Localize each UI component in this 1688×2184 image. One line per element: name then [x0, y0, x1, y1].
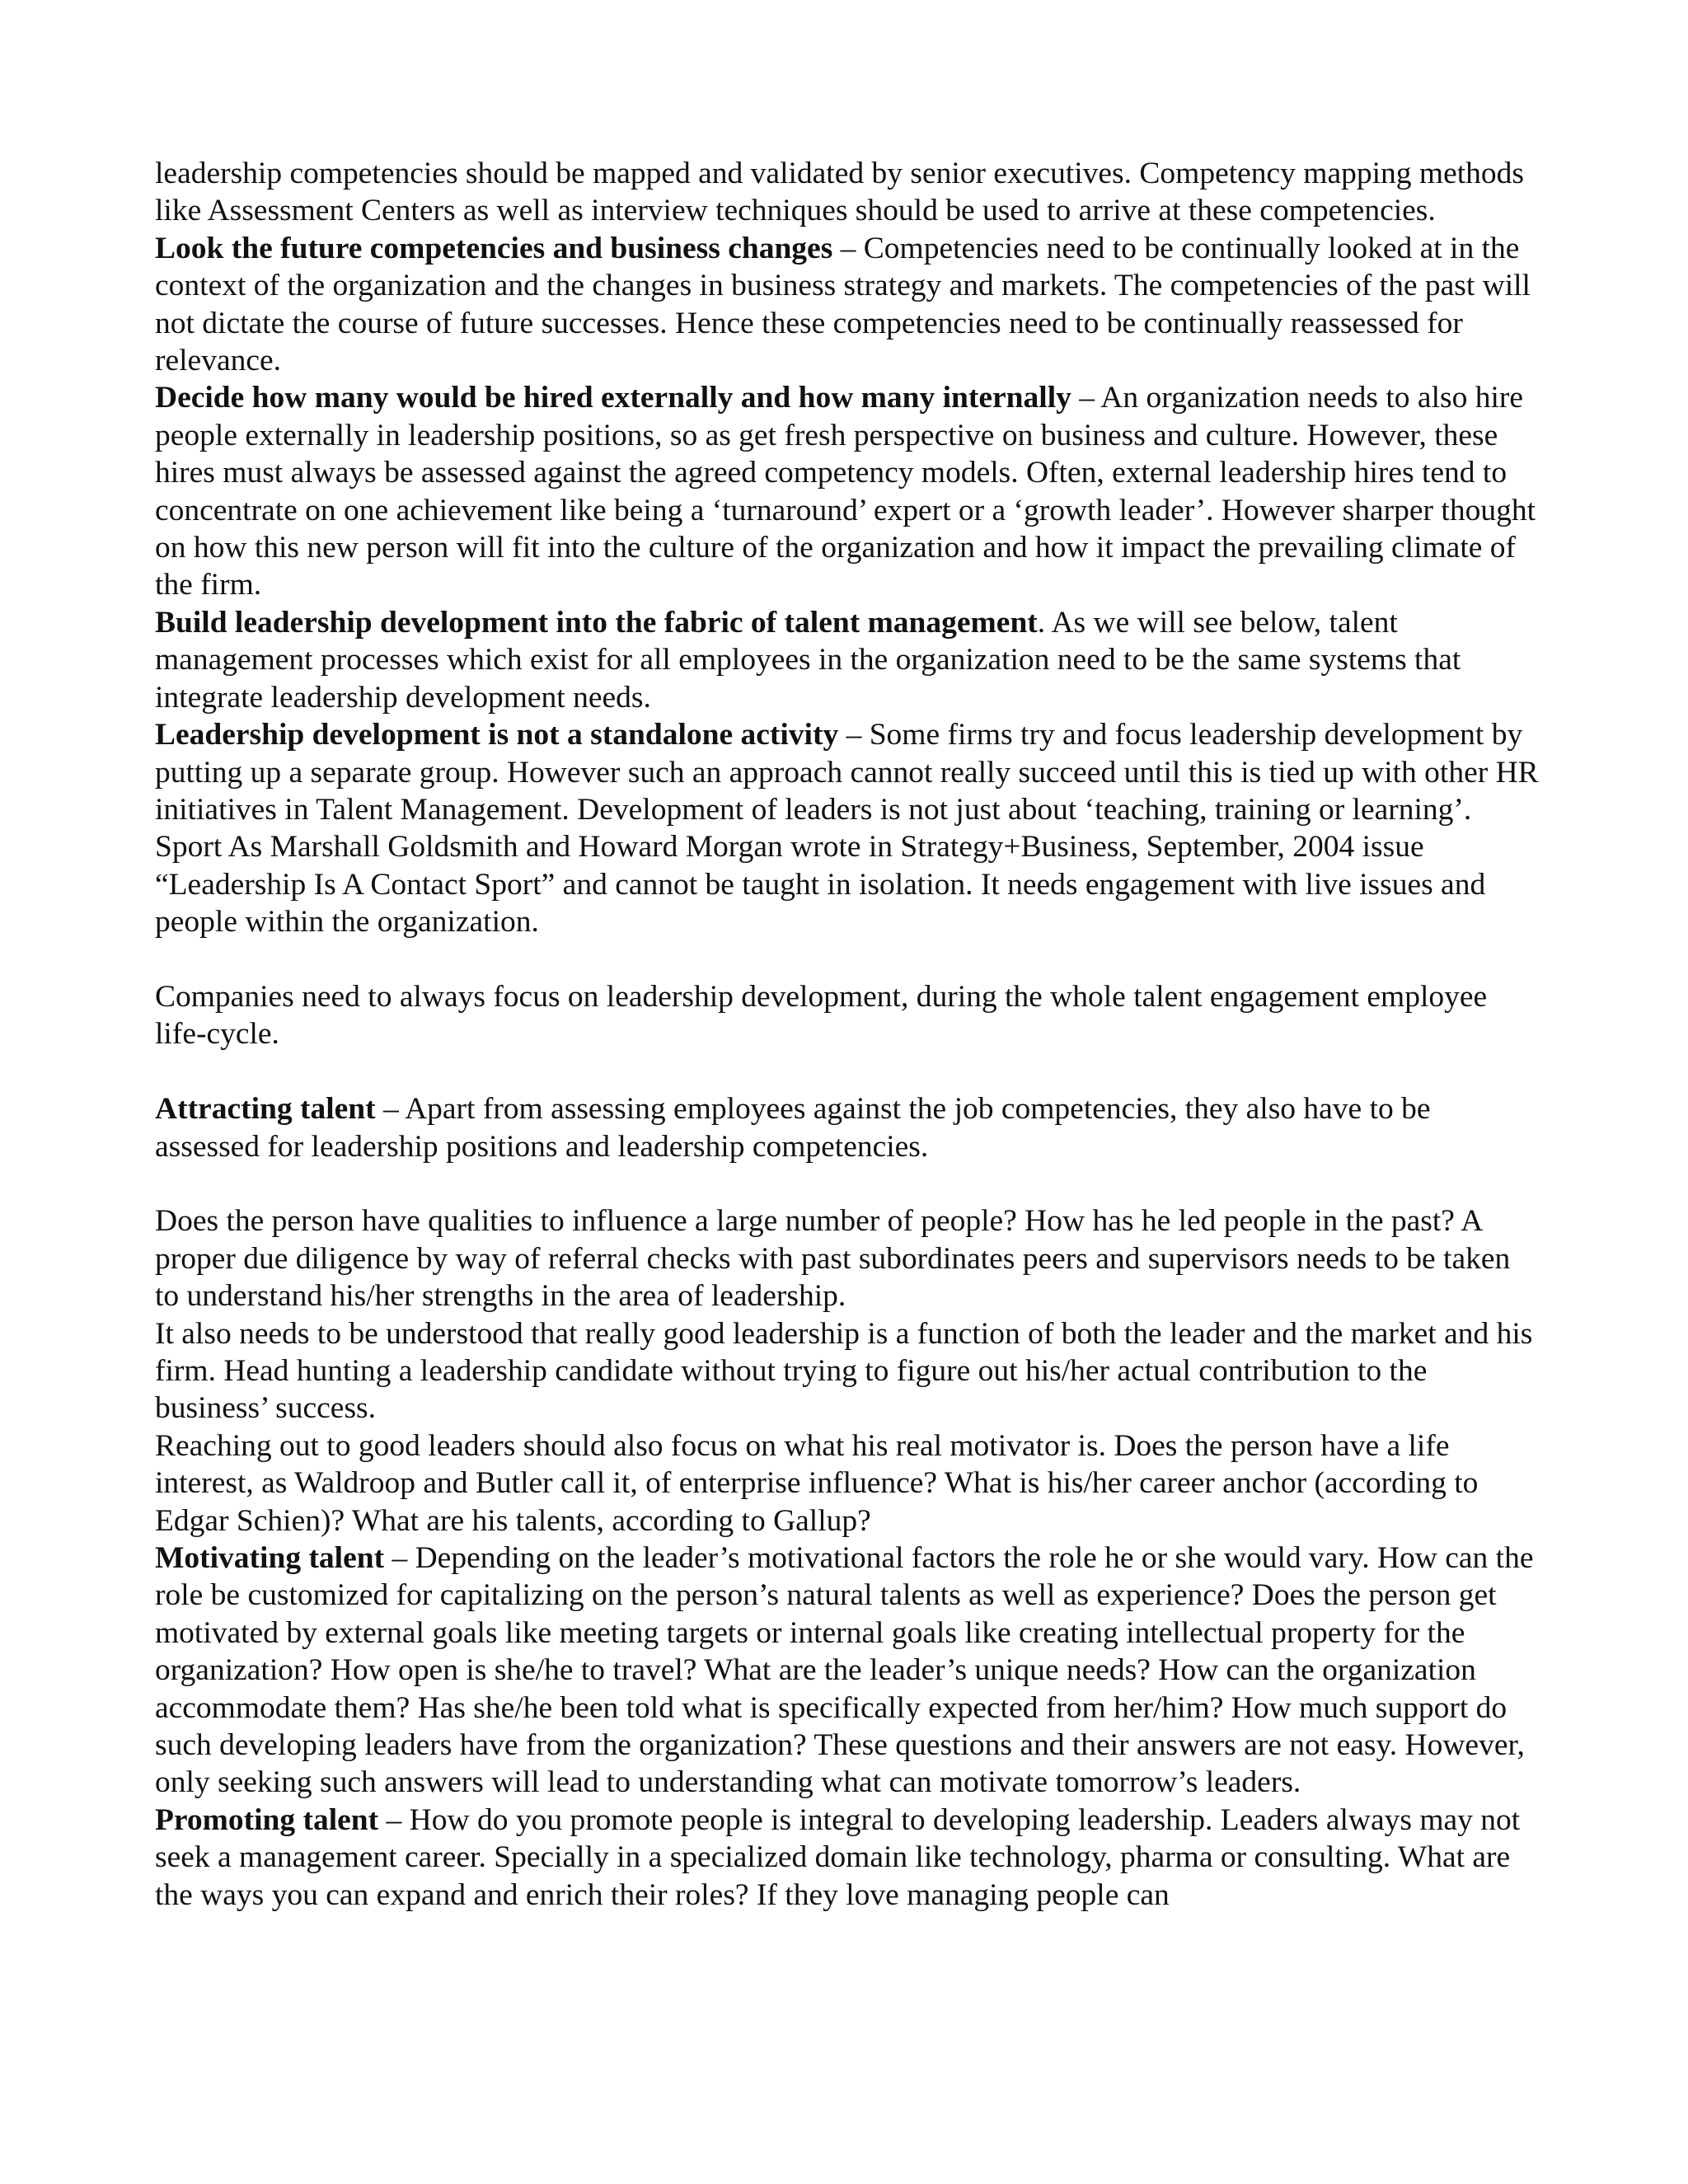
paragraph-heading: Decide how many would be hired externally and how many internally	[155, 381, 1071, 415]
paragraph-text: – Apart from assessing employees against the job competencies, they also have to be assessed for leadership positions and leadership competencies.	[155, 1092, 1431, 1164]
paragraph	[155, 1202, 1540, 1315]
paragraph-heading: Build leadership development into the fabric of talent management	[155, 605, 1038, 640]
paragraph	[155, 230, 1540, 380]
paragraph	[155, 604, 1540, 716]
paragraph	[155, 978, 1540, 1053]
paragraph-text: – How do you promote people is integral to developing leadership. Leaders always may not seek a management career. Specially in a specialized domain like technology, pharma or consulting. What are the ways you can expand and enrich their roles? If they love managing people can	[155, 1802, 1521, 1912]
paragraph-heading: Leadership development is not a standalone activity	[155, 718, 839, 752]
paragraph-text: – An organization needs to also hire people externally in leadership positions, so as get fresh perspective on business and culture. However, these hires must always be assessed against the agreed competency models. Often, external leadership hires tend to concentrate on one achievement like being a ‘turnaround’ expert or a ‘growth leader’. However sharper thought on how this new person will fit into the culture of the organization and how it impact the prevailing climate of the firm.	[155, 381, 1536, 602]
paragraph	[155, 1315, 1540, 1427]
paragraph-heading: Motivating talent	[155, 1540, 385, 1575]
paragraph	[155, 155, 1540, 230]
paragraph-text: It also needs to be understood that really good leadership is a function of both the leader and the market and his firm. Head hunting a leadership candidate without trying to figure out his/her actual contribution to the business’ success.	[155, 1316, 1533, 1426]
paragraph-gap	[155, 1165, 1540, 1202]
paragraph-text: . As we will see below, talent management processes which exist for all employees in the organization need to be the same systems that integrate leadership development needs.	[155, 605, 1461, 715]
paragraph-text: Companies need to always focus on leadership development, during the whole talent engagement employee life-cycle.	[155, 979, 1488, 1052]
paragraph-gap	[155, 1053, 1540, 1090]
paragraph	[155, 379, 1540, 603]
document-page	[155, 155, 1540, 1914]
paragraph-text: – Depending on the leader’s motivational factors the role he or she would vary. How can the role be customized for capitalizing on the person’s natural talents as well as experience? Does the person get motivated by external goals like meeting targets or internal goals like creating intellectual property for the organization? How open is she/he to travel? What are the leader’s unique needs? How can the organization accommodate them? Has she/he been told what is specifically expected from her/him? How much support do such developing leaders have from the organization? These questions and their answers are not easy. However, only seeking such answers will lead to understanding what can motivate tomorrow’s leaders.	[155, 1540, 1534, 1800]
paragraph-text: Does the person have qualities to influence a large number of people? How has he led people in the past? A proper due diligence by way of referral checks with past subordinates peers and supervisors needs to be taken to understand his/her strengths in the area of leadership.	[155, 1204, 1511, 1314]
paragraph	[155, 1427, 1540, 1540]
paragraph-text: – Some firms try and focus leadership development by putting up a separate group. However such an approach cannot really succeed until this is tied up with other HR initiatives in Talent Management. Development of leaders is not just about ‘teaching, training or learning’. Sport As Marshall Goldsmith and Howard Morgan wrote in Strategy+Business, September, 2004 issue “Leadership Is A Contact Sport” and cannot be taught in isolation. It needs engagement with live issues and people within the organization.	[155, 718, 1539, 940]
paragraph-heading: Attracting talent	[155, 1092, 376, 1127]
paragraph	[155, 1090, 1540, 1165]
paragraph-heading: Promoting talent	[155, 1802, 379, 1837]
paragraph	[155, 1540, 1540, 1802]
paragraph-text: leadership competencies should be mapped and validated by senior executives. Competency mapping methods like Assessment Centers as well as interview techniques should be used to arrive at these competencies.	[155, 157, 1524, 228]
paragraph-gap	[155, 941, 1540, 978]
paragraph	[155, 1802, 1540, 1914]
paragraph-heading: Look the future competencies and business changes	[155, 231, 833, 265]
paragraph-text: – Competencies need to be continually looked at in the context of the organization and the changes in business strategy and markets. The competencies of the past will not dictate the course of future successes. Hence these competencies need to be continually reassessed for relevance.	[155, 231, 1531, 378]
paragraph-text: Reaching out to good leaders should also focus on what his real motivator is. Does the person have a life interest, as Waldroop and Butler call it, of enterprise influence? What is his/her career anchor (according to Edgar Schien)? What are his talents, according to Gallup?	[155, 1428, 1479, 1538]
paragraph	[155, 716, 1540, 940]
